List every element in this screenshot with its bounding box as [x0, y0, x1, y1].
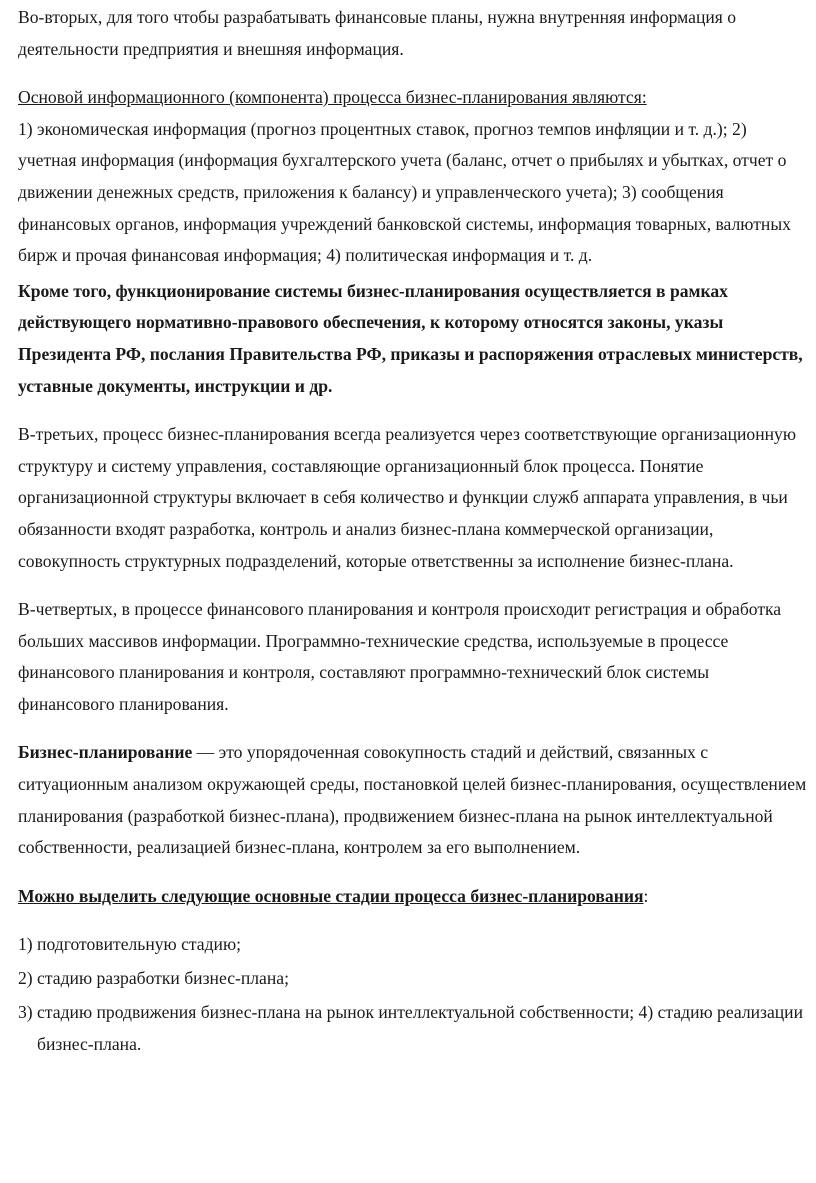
info-component-list: 1) экономическая информация (прогноз процентных ставок, прогноз темпов инфляции и т. д.); 2) учетная информация (информация бухгалтерского учета (баланс, отчет о прибылях и убытках, отчет о движении денежных средств, приложения к балансу) и управленческого учета); 3) сообщения финансовых органов, информация учреждений банковской системы, информация товарных, валютных бирж и прочая финансовая информация; 4) политическая информация и т. д. — [18, 118, 791, 266]
spacer — [18, 864, 808, 881]
legal-framework-paragraph: Кроме того, функционирование системы бизнес-планирования осуществляется в рамках действующего нормативно-правового обеспечения, к которому относятся законы, указы Президента РФ, послания Правительства РФ, приказы и распоряжения отраслевых министерств, уставные документы, инструкции и др. — [18, 280, 803, 396]
info-component-heading: Основой информационного (компонента) процесса бизнес-планирования являются: — [18, 87, 647, 108]
spacer — [18, 720, 808, 737]
list-item: 3) стадию продвижения бизнес-плана на рынок интеллектуальной собственности; 4) стадию реализации бизнес-плана. — [18, 1002, 804, 1055]
spacer — [18, 577, 808, 594]
stages-heading: Можно выделить следующие основные стадии процесса бизнес-планирования — [18, 885, 644, 906]
definition-body: — это упорядоченная совокупность стадий и действий, связанных с ситуационным анализом окружающей среды, постановкой целей бизнес-планирования, осуществлением планирования (разработкой бизнес-плана), продвижением бизнес-плана на рынок интеллектуальной собственности, реализацией бизнес-плана, контролем за его выполнением. — [18, 742, 807, 858]
spacer — [18, 912, 808, 929]
paragraph-organizational-block: В-третьих, процесс бизнес-планирования всегда реализуется через соответствующие организационную структуру и систему управления, составляющие организационный блок процесса. Понятие организационной структуры включает в себя количество и функции служб аппарата управления, в чьи обязанности входят разработка, контроль и анализ бизнес-плана коммерческой организации, совокупность структурных подразделений, которые ответственны за исполнение бизнес-плана. — [18, 424, 796, 571]
stages-heading-colon: : — [643, 885, 649, 906]
spacer — [18, 65, 808, 82]
paragraph-software-block: В-четвертых, в процессе финансового планирования и контроля происходит регистрация и обработка больших массивов информации. Программно-технические средства, используемые в процессе финансового планирования и контроля, составляют программно-технический блок системы финансового планирования. — [18, 599, 782, 714]
stages-heading-line — [18, 881, 808, 913]
stages-list — [18, 929, 808, 1060]
definition-paragraph — [18, 737, 808, 863]
document-page — [18, 2, 808, 1061]
list-item: 1) подготовительную стадию; — [18, 934, 242, 955]
list-item: 2) стадию разработки бизнес-плана; — [18, 968, 289, 989]
spacer — [18, 402, 808, 419]
definition-term: Бизнес-планирование — [18, 742, 193, 763]
paragraph-internal-external-info: Во-вторых, для того чтобы разрабатывать финансовые планы, нужна внутренняя информация о деятельности предприятия и внешняя информация. — [18, 7, 737, 59]
